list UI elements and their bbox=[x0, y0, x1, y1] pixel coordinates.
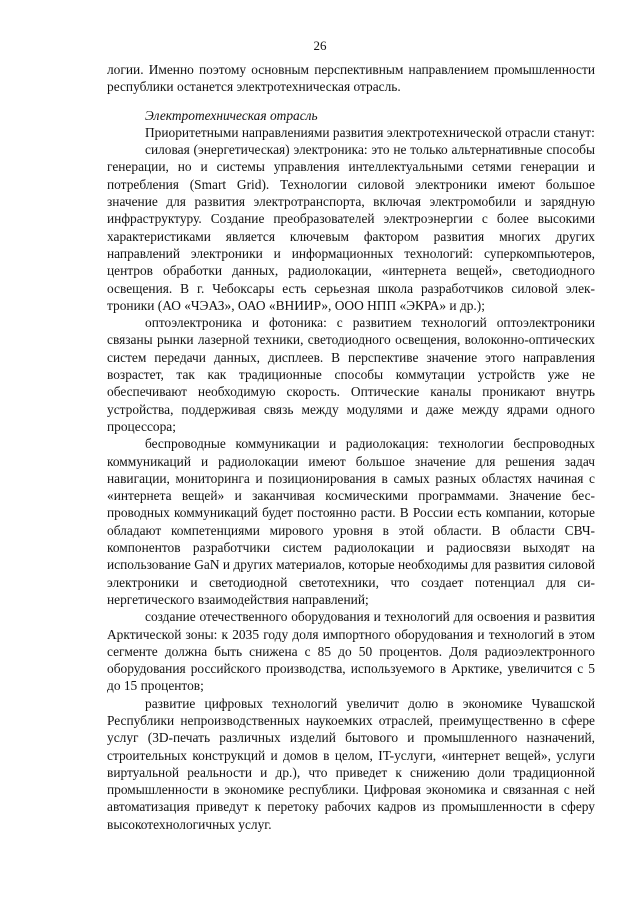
page-number: 26 bbox=[313, 38, 327, 53]
intro-paragraph: логии. Именно поэтому основным перспективным направлением промышленности республики останется электротехническая отрасль. bbox=[107, 62, 595, 95]
paragraph-power-electronics: силовая (энергетическая) электроника: это не только альтернативные способы генерации, но и системы управления интеллектуальными сетями генерации и потребления (Smart Grid). Технологии силовой электроники имеют большое значение для развития электротранспорта, включая электромобили и зарядную инфраструктуру. Создание преобразователей электроэнергии с более высокими характеристиками является ключевым фактором развития многих других направлений электроники и информационных технологий: суперкомпьютеров, центров обработки данных, радиолокации, «интернета вещей», светодиодного освещения. В г. Чебоксары есть серьезная школа разработчиков силовой электроники (АО «ЧЭАЗ», ОАО «ВНИИР», ООО НПП «ЭКРА» и др.); bbox=[107, 142, 595, 313]
page-body bbox=[107, 61, 595, 833]
paragraph-digital: развитие цифровых технологий увеличит долю в экономике Чувашской Республики непроизводственных наукоемких отраслей, преимущественно в сфере услуг (3D-печать различных изделий бытового и промышленного назначений, строительных конструкций и домов в целом, IT-услуги, «интернет вещей», услуги виртуальной реальности и др.), что приведет к снижению доли традиционной промышленности в экономике республики. Цифровая экономика и связанная с ней автоматизация приведут к перетоку рабочих кадров из промышленности в сферу высокотехнологичных услуг. bbox=[107, 695, 595, 832]
paragraph-wireless: беспроводные коммуникации и радиолокация: технологии беспроводных коммуникаций и радиолокации имеют большое значение для решения задач навигации, мониторинга и позиционирования в самых разных областях начиная с «интернета вещей» и заканчивая космическими программами. Значение беспроводных коммуникаций будет постоянно расти. В России есть компании, которые обладают компетенциями мирового уровня в этой области. В области СВЧ-компонентов разработчики систем радиолокации и радиосвязи выходят на использование GaN и других материалов, которые необходимы для развития силовой электроники и светодиодной светотехники, что создает потенциал для синергетического взаимодействия направлений; bbox=[107, 436, 595, 607]
paragraph-arctic: создание отечественного оборудования и технологий для освоения и развития Арктической зоны: к 2035 году доля импортного оборудования и технологий в этом сегменте должна быть снижена с 85 до 50 процентов. Доля радиоэлектронного оборудования российского производства, используемого в Арктике, увеличится с 5 до 15 процентов; bbox=[107, 609, 595, 694]
section-title: Электротехническая отрасль bbox=[145, 107, 318, 123]
paragraph-priorities: Приоритетными направлениями развития электротехнической отрасли станут: bbox=[145, 124, 595, 140]
paragraph-optoelectronics: оптоэлектроника и фотоника: с развитием технологий оптоэлектроники связаны рынки лазерной техники, светодиодного освещения, волоконно-оптических систем передачи данных, дисплеев. В перспективе значение этого направления возрастет, так как традиционные способы коммутации устройств уже не обеспечивают необходимую скорость. Оптические каналы проникают внутрь устройства, поддерживая связь между модулями и даже между ядрами одного процессора; bbox=[107, 315, 595, 434]
